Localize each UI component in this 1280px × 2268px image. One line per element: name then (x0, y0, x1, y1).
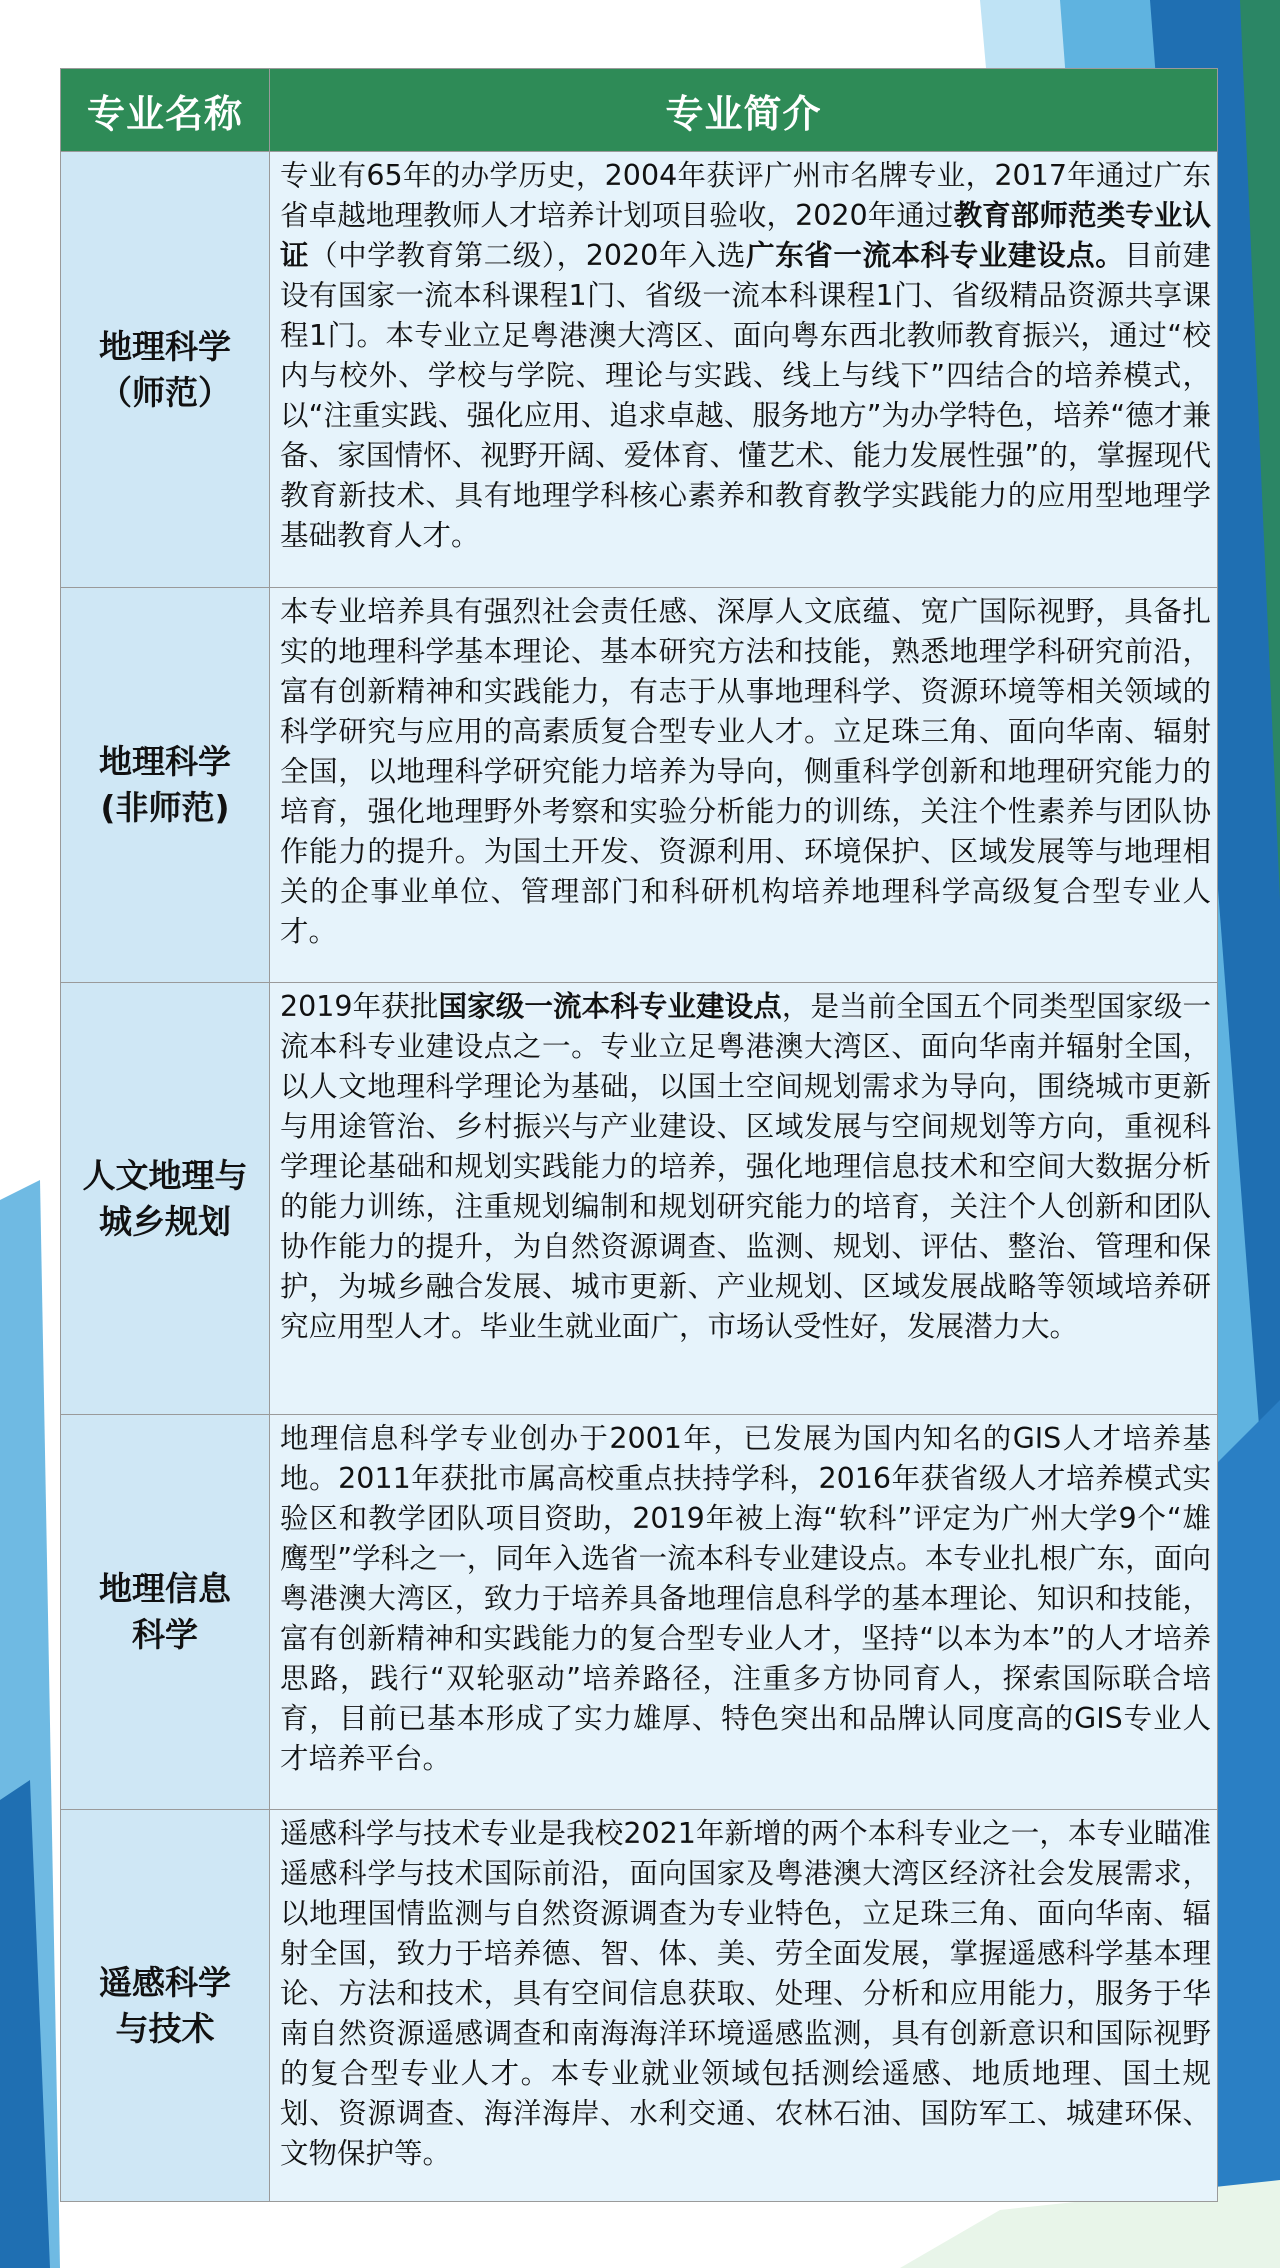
major-name-cell (61, 1415, 270, 1810)
table-row (61, 152, 1218, 588)
major-description-cell (270, 1810, 1218, 2202)
description-text: 地理信息科学专业创办于2001年，已发展为国内知名的GIS人才培养基地。2011年获批市属高校重点扶持学科，2016年获省级人才培养模式实验区和教学团队项目资助，2019年被上海“软科”评定为广州大学9个“雄鹰型”学科之一，同年入选省一流本科专业建设点。本专业扎根广东，面向粤港澳大湾区，致力于培养具备地理信息科学的基本理论、知识和技能，富有创新精神和实践能力的复合型专业人才，坚持“以本为本”的人才培养思路，践行“双轮驱动”培养路径，注重多方协同育人，探索国际联合培育，目前已基本形成了实力雄厚、特色突出和品牌认同度高的GIS专业人才培养平台。 (280, 1422, 1211, 1775)
major-description-cell (270, 1415, 1218, 1810)
description-highlight: 广东省一流本科专业建设点。 (746, 239, 1125, 272)
table-row (61, 983, 1218, 1415)
major-name: 遥感科学 (99, 1962, 231, 2002)
description-text: 遥感科学与技术专业是我校2021年新增的两个本科专业之一，本专业瞄准遥感科学与技术国际前沿，面向国家及粤港澳大湾区经济社会发展需求，以地理国情监测与自然资源调查为专业特色，立足珠三角、面向华南、辐射全国，致力于培养德、智、体、美、劳全面发展，掌握遥感科学基本理论、方法和技术，具有空间信息获取、处理、分析和应用能力，服务于华南自然资源遥感调查和南海海洋环境遥感监测，具有创新意识和国际视野的复合型专业人才。本专业就业领域包括测绘遥感、地质地理、国土规划、资源调查、海洋海岸、水利交通、农林石油、国防军工、城建环保、文物保护等。 (280, 1817, 1211, 2170)
major-description-cell (270, 983, 1218, 1415)
column-header-name: 专业名称 (61, 69, 270, 152)
description-text: 本专业培养具有强烈社会责任感、深厚人文底蕴、宽广国际视野，具备扎实的地理科学基本理论、基本研究方法和技能，熟悉地理学科研究前沿，富有创新精神和实践能力，有志于从事地理科学、资源环境等相关领域的科学研究与应用的高素质复合型专业人才。立足珠三角、面向华南、辐射全国，以地理科学研究能力培养为导向，侧重科学创新和地理研究能力的培育，强化地理野外考察和实验分析能力的训练，关注个性素养与团队协作能力的提升。为国土开发、资源利用、环境保护、区域发展等与地理相关的企事业单位、管理部门和科研机构培养地理科学高级复合型专业人才。 (280, 595, 1211, 948)
major-name-cell (61, 983, 270, 1415)
table-row (61, 588, 1218, 983)
major-name: 人文地理与 (82, 1155, 248, 1195)
major-name-suffix: 城乡规划 (99, 1201, 231, 1241)
majors-table-container (60, 68, 1218, 2198)
table-header-row (61, 69, 1218, 152)
major-description-cell (270, 588, 1218, 983)
major-name: 地理信息 (99, 1569, 231, 1608)
majors-table (60, 68, 1218, 2202)
table-row (61, 1415, 1218, 1810)
major-name-suffix: （师范） (99, 372, 231, 412)
major-name: 地理科学 (99, 742, 231, 781)
description-text: （中学教育第二级），2020年入选 (309, 239, 747, 272)
major-name-cell (61, 588, 270, 983)
major-name-cell (61, 1810, 270, 2202)
description-highlight: 国家级一流本科专业建设点 (438, 990, 782, 1023)
major-name: 地理科学 (99, 326, 231, 366)
major-name-suffix: 科学 (132, 1615, 198, 1654)
description-text: 专业有65年的办学历史，2004年获评广州市名牌专业，2017年通过广东省卓越地理教师人才培养计划项目验收，2020年通过 (280, 159, 1211, 232)
major-description-cell (270, 152, 1218, 588)
major-name-suffix: 与技术 (115, 2008, 215, 2048)
description-text: ，是当前全国五个同类型国家级一流本科专业建设点之一。专业立足粤港澳大湾区、面向华南并辐射全国，以人文地理科学理论为基础，以国土空间规划需求为导向，围绕城市更新与用途管治、乡村振兴与产业建设、区域发展与空间规划等方向，重视科学理论基础和规划实践能力的培养，强化地理信息技术和空间大数据分析的能力训练，注重规划编制和规划研究能力的培育，关注个人创新和团队协作能力的提升，为自然资源调查、监测、规划、评估、整治、管理和保护，为城乡融合发展、城市更新、产业规划、区域发展战略等领域培养研究应用型人才。毕业生就业面广，市场认受性好，发展潜力大。 (280, 990, 1211, 1343)
major-name-suffix: (非师范) (100, 788, 230, 827)
description-text: 目前建设有国家一流本科课程1门、省级一流本科课程1门、省级精品资源共享课程1门。本专业立足粤港澳大湾区、面向粤东西北教师教育振兴，通过“校内与校外、学校与学院、理论与实践、线上与线下”四结合的培养模式，以“注重实践、强化应用、追求卓越、服务地方”为办学特色，培养“德才兼备、家国情怀、视野开阔、爱体育、懂艺术、能力发展性强”的，掌握现代教育新技术、具有地理学科核心素养和教育教学实践能力的应用型地理学基础教育人才。 (280, 239, 1211, 552)
column-header-desc: 专业简介 (270, 69, 1218, 152)
description-highlight: 教育部师范类专业认证 (280, 199, 1211, 272)
description-text: 2019年获批 (280, 990, 439, 1023)
major-name-cell (61, 152, 270, 588)
table-row (61, 1810, 1218, 2202)
